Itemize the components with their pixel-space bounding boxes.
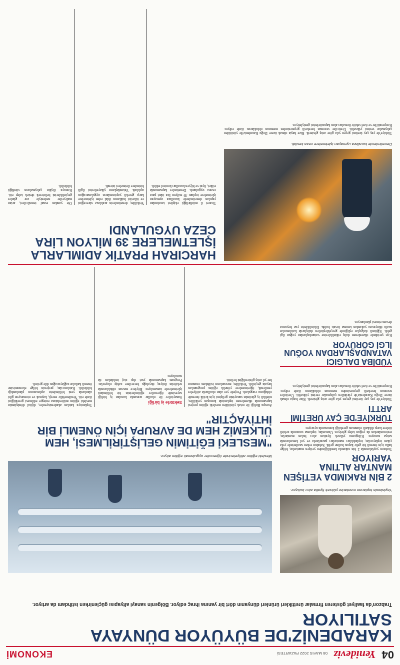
photo-pipe [18,509,262,515]
main-story-headline: "MESLEKİ EĞİTİMİN GELİŞTİRİLMESİ, HEM ÜLKEMİZ HEM DE AVRUPA İÇİN ÖNEMLİ BİR İHTİYAÇTIR" [37,413,272,448]
lower-photo-caption: Denetimlerde kurallara uymayan işletmelere ceza kesildi. [291,142,392,147]
lower-story-col1: Ticaret il müdürlüğü ekipleri tarafından yapılan denetimlerde kurallara uymayan işletmelere toplam 39 milyon lira idari para cezası uygulandı. Denetimler kapsamında etiket, fiyat ve hijyen kuralları kontrol edildi. [150,184,216,205]
box-story-headline: YÜDİBA DALGICI VATANDAŞLARDAN YOĞUN İLGİ GÖRÜYOR [284,340,392,366]
sidebar-headline: 2 BİN RAKIMDA YETİŞEN MANTAR ALTINA YARIYOR [283,453,392,482]
photo-worker [108,475,122,503]
column-divider [74,9,75,205]
photo-person-head [328,553,344,569]
column-divider [94,267,95,407]
main-photo-caption: Mesleki eğitim atölyelerinde öğrenciler uygulamalı eğitim alıyor. [160,454,272,459]
sidebar-photo [280,495,392,573]
main-story-col2: Sanayiciler ile okullar arasında kurulan iş birliği sayesinde öğrenciler eğitimlerinin bir bölümünü işletmelerde tamamlıyor. Böylece mezun olduklarında sektörün ihtiyaç duyduğu becerilere sahip oluyorlar. Program kapsamında yurt dışı staj imkânları da sunuluyor. [98,373,182,399]
section-divider [280,422,392,423]
issue-date: 08 MAYIS 2022 PAZARTESİ [276,651,328,657]
headline-spot: Trabzon'da faaliyet gösteren firmalar ürettikleri ürünleri dünyanın dört bir yanına ihraç ediyor. Bölgenin sanayi altyapısı güçlenirken istihdam da artıyor. [32,601,392,607]
lower-story-headline: HARCIRAH PRATİK ADIMLARLA İŞLETMELERE 39 MİLYON LİRA CEZA UYGULANDI [31,223,216,262]
photo-worker [48,469,62,497]
lower-story-col3: Öte yandan esnaf temsilcileri, artan maliyetler nedeniyle zor günler geçirdiklerini belirterek destek talep etti. Konuya ilişkin çalışmaların sürdüğü bildirildi. [8,184,72,205]
page-headline: KARADENİZ'DE BÜYÜYOR DÜNYAYA SATILIYOR [91,610,392,645]
photo-helmet [344,217,370,231]
section-label: EKONOMİ [6,649,53,659]
column-divider [146,9,147,205]
masthead [6,646,394,661]
photo-person [318,505,352,559]
box-story-body: Kıyı şeridinde düzenlenen dalış etkinliklerine vatandaşlardan yoğun ilgi geldi. Eğitimli dalgıçlar eşliğinde gerçekleştirilen dalışlarda katılımcılar sualtı dünyasını yakından tanıma fırsatı buldu. Etkinliklerin yaz boyunca devam etmesi planlanıyor. [280,320,392,337]
section-divider [8,264,392,265]
photo-worker [188,473,202,501]
photo-pipe [18,545,262,551]
main-story-col2-wrap [98,267,182,407]
main-story-photo [8,461,272,573]
lower-story-col2: Yetkililer, denetimlerin aralıksız süreceğini ve tüketici haklarını ihlal eden işletmelere karşı gerekli yaptırımların uygulanacağını açıkladı. Vatandaşların şikayetlerini ilgili birimlere iletmeleri istendi. [78,184,144,205]
photo-worker [342,159,372,221]
photo-pipe [18,527,262,533]
main-story-col3: Toplantıya katılan akademisyenler, dijital dönüşümün mesleki eğitim müfredatına entegre edilmesi gerektiğini ifade etti. Yenilenebilir enerji, kaynak ve otomasyon gibi alanlarda yeni bölümlerin açılmasının planlandığı bildirildi. Katılımcılar, projenin bölge ekonomisine önemli katkılar sağlayacağını dile getirdi. [8,381,92,407]
sidebar-photo-caption: Yaylalarda toplanan mantarlar yüksek fiyatla alıcı buluyor. [290,488,392,493]
section-divider [280,366,392,367]
main-story-col1: Avrupa Birliği ile ortak yürütülen mesleki eğitim projesi kapsamında düzenlenen toplantıda konuşan yetkililer, nitelikli iş gücünün sanayinin gelişimi için kritik önemde olduğunu vurguladı. Projede yer alan okullarda atölyeler yenilendi, öğretmenlere yönelik eğitim programları hayata geçirildi. Yetkililer, mezunların istihdam oranının her yıl artış gösterdiğini belirtti. [188,377,272,407]
photo-welding-spark [296,197,322,223]
lower-story-photo [224,149,392,261]
lower-left-body: Türkiye'de yaş çay üretimi geçen yıla göre artış gösterdi. Rize başta olmak üzere Doğu Karadeniz'de yürütülen çalışmalar verimi yükseltti. Üreticiler sezonun bereketli geçmesinden memnun olduklarını ifade ediyor. Kooperatifler ve özel sektör firmaları alım kapasitelerini genişletiyor. [224,122,392,135]
mid-story-body: Türkiye'de yaş çay üretimi geçen yıla göre artış gösterdi. Rize başta olmak üzere Doğu Karadeniz'de yürütülen çalışmalar verimi yükseltti. Üreticiler sezonun bereketli geçmesinden memnun olduklarını ifade ediyor. Kooperatifler ve özel sektör firmaları alım kapasitelerini genişletiyor. [280,384,392,401]
newspaper-logo: Yenideviz [333,648,376,660]
main-story-inline-subhead: Sektörle iş birliği [148,400,182,405]
mid-story-headline: TÜRKİYE'DE ÇAY ÜRETİMİ ARTTI [290,404,392,422]
column-divider [184,267,185,407]
page-number: 04 [381,648,394,660]
sidebar-body: Trabzon yaylalarında 2 bin rakımda kendiliğinden yetişen mantarlar, bölge halkı için önemli bir gelir kapısı haline geldi. Sabahın erken saatlerinde yola çıkan toplayıcılar, topladıkları mantarları pazarlarda ve yol kenarlarında satışa sunuyor. Kilogramı yüksek fiyattan alıcı bulan mantarlar, restoranlardan da yoğun talep görüyor. Uzmanlar, toplama sırasında zehirli türlere karşı dikkatli olunması gerektiği konusunda uyarıyor. [280,425,392,451]
